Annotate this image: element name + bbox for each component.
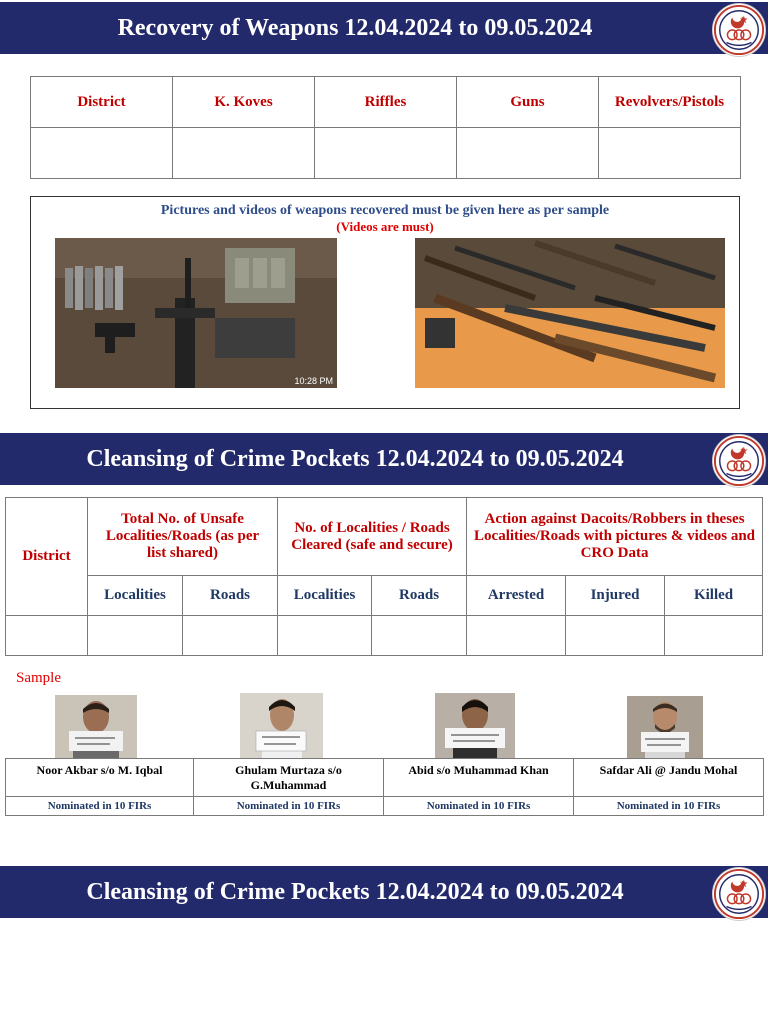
input-arrested[interactable] bbox=[467, 616, 566, 656]
police-emblem-icon bbox=[712, 3, 766, 57]
input-k-koves[interactable] bbox=[173, 128, 315, 179]
person-name-1: Noor Akbar s/o M. Iqbal bbox=[6, 759, 194, 797]
group-unsafe: Total No. of Unsafe Localities/Roads (as per list shared) bbox=[88, 498, 278, 576]
col-riffles: Riffles bbox=[315, 77, 457, 128]
person-status-2: Nominated in 10 FIRs bbox=[194, 797, 384, 816]
cleansing-banner bbox=[0, 433, 768, 485]
person-status-1: Nominated in 10 FIRs bbox=[6, 797, 194, 816]
group-action: Action against Dacoits/Robbers in theses Localities/Roads with pictures & videos and CRO Data bbox=[467, 498, 763, 576]
input-cleared-localities[interactable] bbox=[278, 616, 372, 656]
sub-injured: Injured bbox=[566, 576, 665, 616]
sub-killed: Killed bbox=[665, 576, 763, 616]
person-name-3: Abid s/o Muhammad Khan bbox=[384, 759, 574, 797]
weapons-title: Recovery of Weapons 12.04.2024 to 09.05.2024 bbox=[117, 15, 593, 41]
videos-required-note: (Videos are must) bbox=[336, 219, 434, 234]
weapons-banner bbox=[0, 2, 768, 54]
sub-localities: Localities bbox=[278, 576, 372, 616]
sub-localities: Localities bbox=[88, 576, 183, 616]
col-revolvers: Revolvers/Pistols bbox=[599, 77, 741, 128]
weapons-picture-box bbox=[30, 196, 740, 409]
cleansing-table bbox=[5, 497, 763, 656]
police-emblem-icon bbox=[712, 434, 766, 488]
sub-roads: Roads bbox=[372, 576, 467, 616]
mugshot-3 bbox=[435, 693, 515, 758]
mugshot-4 bbox=[627, 696, 703, 758]
input-district[interactable] bbox=[31, 128, 173, 179]
cleansing-title: Cleansing of Crime Pockets 12.04.2024 to 09.05.2024 bbox=[86, 446, 624, 472]
mugshot-2 bbox=[240, 693, 323, 758]
input-revolvers[interactable] bbox=[599, 128, 741, 179]
input-cleared-roads[interactable] bbox=[372, 616, 467, 656]
cleansing-banner-2 bbox=[0, 866, 768, 918]
col-k-koves: K. Koves bbox=[173, 77, 315, 128]
weapons-photo-1 bbox=[55, 238, 337, 388]
input-injured[interactable] bbox=[566, 616, 665, 656]
col-guns: Guns bbox=[457, 77, 599, 128]
weapons-photo-2 bbox=[415, 238, 725, 388]
group-cleared: No. of Localities / Roads Cleared (safe and secure) bbox=[278, 498, 467, 576]
col-district: District bbox=[31, 77, 173, 128]
person-name-2: Ghulam Murtaza s/o G.Muhammad bbox=[194, 759, 384, 797]
picture-instruction: Pictures and videos of weapons recovered must be given here as per sample bbox=[160, 203, 610, 218]
photo-timestamp: 10:28 PM bbox=[294, 376, 333, 386]
weapons-table bbox=[30, 76, 741, 179]
person-name-4: Safdar Ali @ Jandu Mohal bbox=[574, 759, 764, 797]
police-emblem-icon bbox=[712, 867, 766, 921]
sample-label: Sample bbox=[16, 670, 61, 686]
cleansing-title-2: Cleansing of Crime Pockets 12.04.2024 to 09.05.2024 bbox=[86, 879, 624, 905]
input-district[interactable] bbox=[6, 616, 88, 656]
persons-table bbox=[5, 758, 764, 816]
person-status-3: Nominated in 10 FIRs bbox=[384, 797, 574, 816]
input-guns[interactable] bbox=[457, 128, 599, 179]
sub-roads: Roads bbox=[183, 576, 278, 616]
input-unsafe-localities[interactable] bbox=[88, 616, 183, 656]
sub-arrested: Arrested bbox=[467, 576, 566, 616]
input-killed[interactable] bbox=[665, 616, 763, 656]
col-district: District bbox=[6, 498, 88, 616]
person-status-4: Nominated in 10 FIRs bbox=[574, 797, 764, 816]
input-riffles[interactable] bbox=[315, 128, 457, 179]
mugshot-1 bbox=[55, 695, 137, 758]
input-unsafe-roads[interactable] bbox=[183, 616, 278, 656]
